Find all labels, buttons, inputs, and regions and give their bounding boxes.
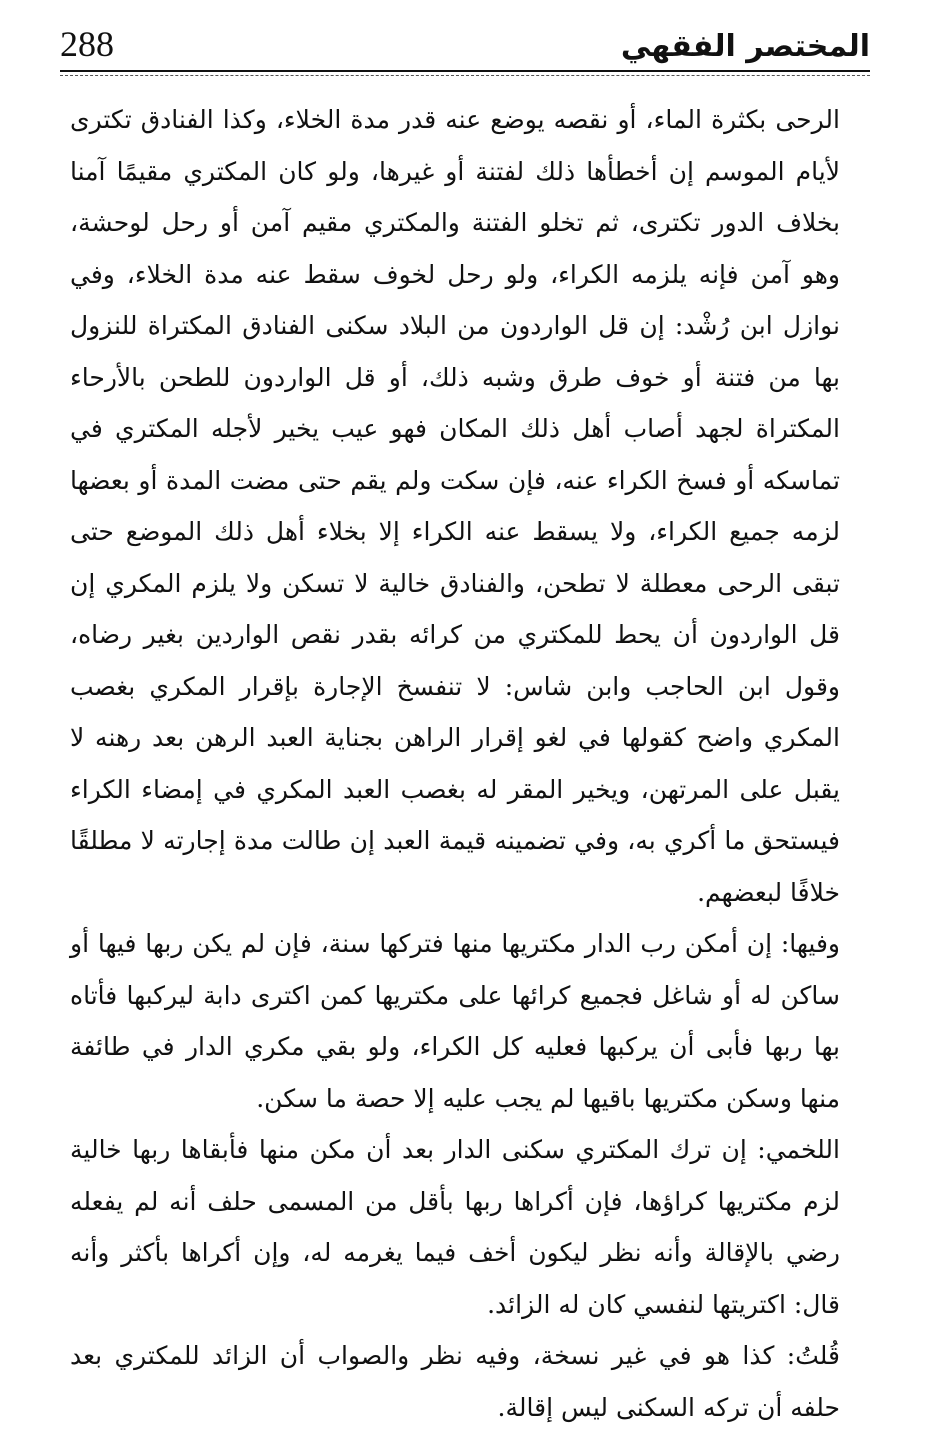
page-number: 288 <box>60 24 114 64</box>
paragraph-1: الرحى بكثرة الماء، أو نقصه يوضع عنه قدر مدة الخلاء، وكذا الفنادق تكترى لأيام الموسم إن أخطأها ذلك لفتنة أو غيرها، ولو كان المكتري مقيمًا آمنا بخلاف الدور تكترى، ثم تخلو الفتنة والمكتري مقيم آمن أو رحل لوحشة، وهو آمن فإنه يلزمه الكراء، ولو رحل لخوف سقط عنه مدة الخلاء، وفي نوازل ابن رُشْد: إن قل الواردون من البلاد سكنى الفنادق المكتراة للنزول بها من فتنة أو خوف طرق وشبه ذلك، أو قل الواردون للطحن بالأرحاء المكتراة لجهد أصاب أهل ذلك المكان فهو عيب يخير لأجله المكتري في تماسكه أو فسخ الكراء عنه، فإن سكت ولم يقم حتى مضت المدة أو بعضها لزمه جميع الكراء، ولا يسقط عنه الكراء إلا بخلاء أهل ذلك الموضع حتى تبقى الرحى معطلة لا تطحن، والفنادق خالية لا تسكن ولا يلزم المكري إن قل الواردون أن يحط للمكتري من كرائه بقدر نقص الواردين بغير رضاه، وقول ابن الحاجب وابن شاس: لا تنفسخ الإجارة بإقرار المكري بغصب المكري واضح كقولها في لغو إقرار الراهن بجناية العبد الرهن بعد رهنه لا يقبل على المرتهن، ويخير المقر له بغصب العبد المكري في إمضاء الكراء فيستحق ما أكري به، وفي تضمينه قيمة العبد إن طالت مدة إجارته لا مطلقًا خلافًا لبعضهم. <box>70 105 840 907</box>
paragraph-3: اللخمي: إن ترك المكتري سكنى الدار بعد أن مكن منها فأبقاها ربها خالية لزم مكتريها كراؤها، فإن أكراها ربها بأقل من المسمى حلف أنه لم يفعله رضي بالإقالة وأنه نظر ليكون أخف فيما يغرمه له، وإن أكراها بأكثر وأنه قال: اكتريتها لنفسي كان له الزائد. <box>70 1135 840 1319</box>
paragraph-4: قُلتُ: كذا هو في غير نسخة، وفيه نظر والصواب أن الزائد للمكتري بعد حلفه أن تركه السكنى ليس إقالة. <box>70 1341 840 1422</box>
paragraph-2: وفيها: إن أمكن رب الدار مكتريها منها فتركها سنة، فإن لم يكن ربها فيها أو ساكن له أو شاغل فجميع كرائها على مكتريها كمن اكترى دابة ليركبها فأتاه بها ربها فأبى أن يركبها فعليه كل الكراء، ولو بقي مكري الدار في طائفة منها وسكن مكتريها باقيها لم يجب عليه إلا حصة ما سكن. <box>70 929 840 1113</box>
header-rule <box>60 70 870 72</box>
running-title: المختصر الفقهي <box>620 29 870 64</box>
page-header <box>60 18 870 74</box>
header-rule-dashed <box>60 75 870 76</box>
body-text <box>70 94 840 1433</box>
